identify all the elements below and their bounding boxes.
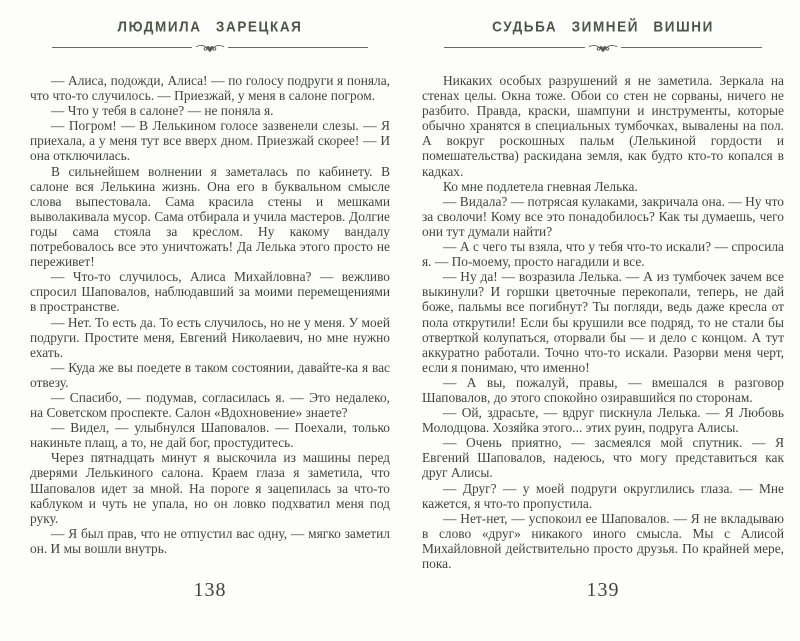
running-head-title: СУДЬБА ЗИМНЕЙ ВИШНИ: [492, 18, 714, 35]
paragraph: — А вы, пожалуй, правы, — вмешался в разговор Шаповалов, до этого спокойно озиравшийся по сторонам.: [422, 374, 784, 405]
paragraph: В сильнейшем волнении я заметалась по кабинету. В салоне вся Лелькина жизнь. Она его в буквальном смысле слова выпестовала. Сама красила стены и мешками выволакивала мусор. Сама отбирала и учила мастеров. Долгие годы сама стояла за креслом. Ну какому вандалу потребовалось все это уничтожать! Да Лелька этого просто не переживет!: [30, 163, 390, 270]
fleuron-icon: [585, 43, 621, 55]
paragraph: — Спасибо, — подумав, согласилась я. — Это недалеко, на Советском проспекте. Салон «Вдохновение» знаете?: [30, 389, 390, 421]
header-rule-left: [30, 44, 390, 62]
page-body-left: [30, 73, 390, 574]
paragraph: — Нет-нет, — успокоил ее Шаповалов. — Я не вкладываю в слово «друг» никакого иного смысла. Мы с Алисой Михайловной действительно просто друзья. По крайней мере, пока.: [422, 510, 784, 571]
header-rule-right: [422, 44, 784, 62]
page-body-right: [422, 73, 784, 574]
paragraph: — Погром! — В Лелькином голосе зазвенели слезы. — Я приехала, а у меня тут все вверх дном. Приезжай скорее! — И она отключилась.: [30, 118, 390, 164]
fleuron-icon: [192, 43, 228, 55]
paragraph: — Куда же вы поедете в таком состоянии, давайте-ка я вас отвезу.: [30, 359, 390, 390]
running-head-author: ЛЮДМИЛА ЗАРЕЦКАЯ: [117, 18, 303, 35]
paragraph: — Ну да! — возразила Лелька. — А из тумбочек зачем все выкинули? И горшки цветочные перекопали, теперь, не дай боже, пальмы все погибнут? Ты погляди, ведь даже кресла от пола открутили! Если бы крушили все подряд, то не стали бы отверткой колупаться, оторвали бы — и дело с концом. А тут аккуратно работали. Точно что-то искали. Разорви меня черт, если я понимаю, что именно!: [422, 269, 784, 375]
paragraph: — Очень приятно, — засмеялся мой спутник. — Я Евгений Шаповалов, надеюсь, что могу представиться как друг Алисы.: [422, 435, 784, 481]
paragraph: Через пятнадцать минут я выскочила из машины перед дверями Лелькиного салона. Краем глаза я заметила, что Шаповалов идет за мной. На пороге я зацепилась за что-то каблуком и чуть не упала, но он ловко подхватил меня под руку.: [30, 450, 390, 526]
page-right: [400, 0, 800, 641]
paragraph: — Ой, здрасьте, — вдруг пискнула Лелька. — Я Любовь Молодцова. Хозяйка этого... этих руин, подруга Алисы.: [422, 405, 784, 436]
page-number-right: 139: [586, 579, 620, 601]
page-number-left: 138: [193, 579, 227, 601]
paragraph: Никаких особых разрушений я не заметила. Зеркала на стенах целы. Окна тоже. Обои со стен не сорваны, ничего не разбито. Правда, краски, шампуни и инструменты, которые обычно хранятся в специальных тумбочках, вывалены на пол. А вокруг роскошных пальм (Лелькиной гордости и помешательства) раскидана земля, как будто кто-то копался в кадках.: [422, 73, 784, 179]
paragraph: — А с чего ты взяла, что у тебя что-то искали? — спросила я. — По-моему, просто нагадили и все.: [422, 239, 784, 270]
paragraph: — Видала? — потрясая кулаками, закричала она. — Ну что за сволочи! Кому все это понадобилось? Как ты думаешь, чего они тут думали найти?: [422, 193, 784, 239]
paragraph: — Что-то случилось, Алиса Михайловна? — вежливо спросил Шаповалов, наблюдавший за моими перемещениями в пространстве.: [30, 269, 390, 315]
paragraph: — Нет. То есть да. То есть случилось, но не у меня. У моей подруги. Простите меня, Евгений Николаевич, но мне нужно ехать.: [30, 314, 390, 360]
paragraph: — Друг? — у моей подруги округлились глаза. — Мне кажется, я что-то пропустила.: [422, 480, 784, 511]
paragraph: — Видел, — улыбнулся Шаповалов. — Поехали, только накиньте плащ, а то, не дай бог, простудитесь.: [30, 420, 390, 451]
paragraph: — Что у тебя в салоне? — не поняла я.: [51, 103, 274, 119]
paragraph: — Я был прав, что не отпустил вас одну, — мягко заметил он. И мы вошли внутрь.: [30, 525, 390, 556]
paragraph: — Алиса, подожди, Алиса! — по голосу подруги я поняла, что что-то случилось. — Приезжай, у меня в салоне погром.: [30, 73, 390, 104]
paragraph: Ко мне подлетела гневная Лелька.: [443, 178, 638, 194]
